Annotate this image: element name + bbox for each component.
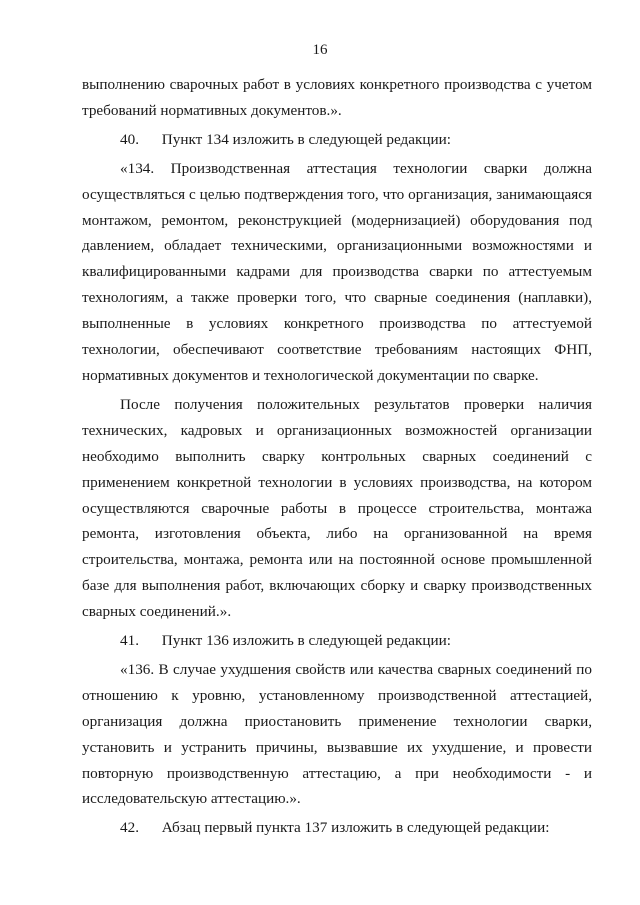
document-body xyxy=(82,72,592,841)
paragraph-item-42: 42. Абзац первый пункта 137 изложить в следующей редакции: xyxy=(120,819,550,837)
page-number: 16 xyxy=(312,42,328,58)
paragraph-clause-134-continued: После получения положительных результатов проверки наличия технических, кадровых и организационных возможностей организации необходимо выполнить сварку контрольных сварных соединений с применением конкретной технологии в условиях производства, на котором осуществляются сварочные работы в процессе строительства, монтажа ремонта, изготовления объекта, либо на организованной на время строительства, монтажа, ремонта или на постоянной основе промышленной базе для выполнения работ, включающих сборку и сварку производственных сварных соединений.». xyxy=(82,395,592,621)
paragraph-item-41: 41. Пункт 136 изложить в следующей редакции: xyxy=(120,632,451,650)
paragraph-continuation: выполнению сварочных работ в условиях конкретного производства с учетом требований нормативных документов.». xyxy=(82,76,592,119)
paragraph-clause-136: «136. В случае ухудшения свойств или качества сварных соединений по отношению к уровню, установленному производственной аттестацией, организация должна приостановить применение технологии сварки, установить и устранить причины, вызвавшие их ухудшение, и провести повторную производственную аттестацию, а при необходимости - и исследовательскую аттестацию.». xyxy=(82,660,592,808)
paragraph-item-40: 40. Пункт 134 изложить в следующей редакции: xyxy=(120,130,451,148)
paragraph-clause-134: «134. Производственная аттестация технологии сварки должна осуществляться с целью подтверждения того, что организация, занимающаяся монтажом, ремонтом, реконструкцией (модернизацией) оборудования под давлением, обладает техническими, организационными возможностями и квалифицированными кадрами для производства сварки по аттестуемым технологиям, а также проверки того, что сварные соединения (наплавки), выполненные в условиях конкретного производства по аттестуемой технологии, обеспечивают соответствие требованиям настоящих ФНП, нормативных документов и технологической документации по сварке. xyxy=(82,159,592,384)
